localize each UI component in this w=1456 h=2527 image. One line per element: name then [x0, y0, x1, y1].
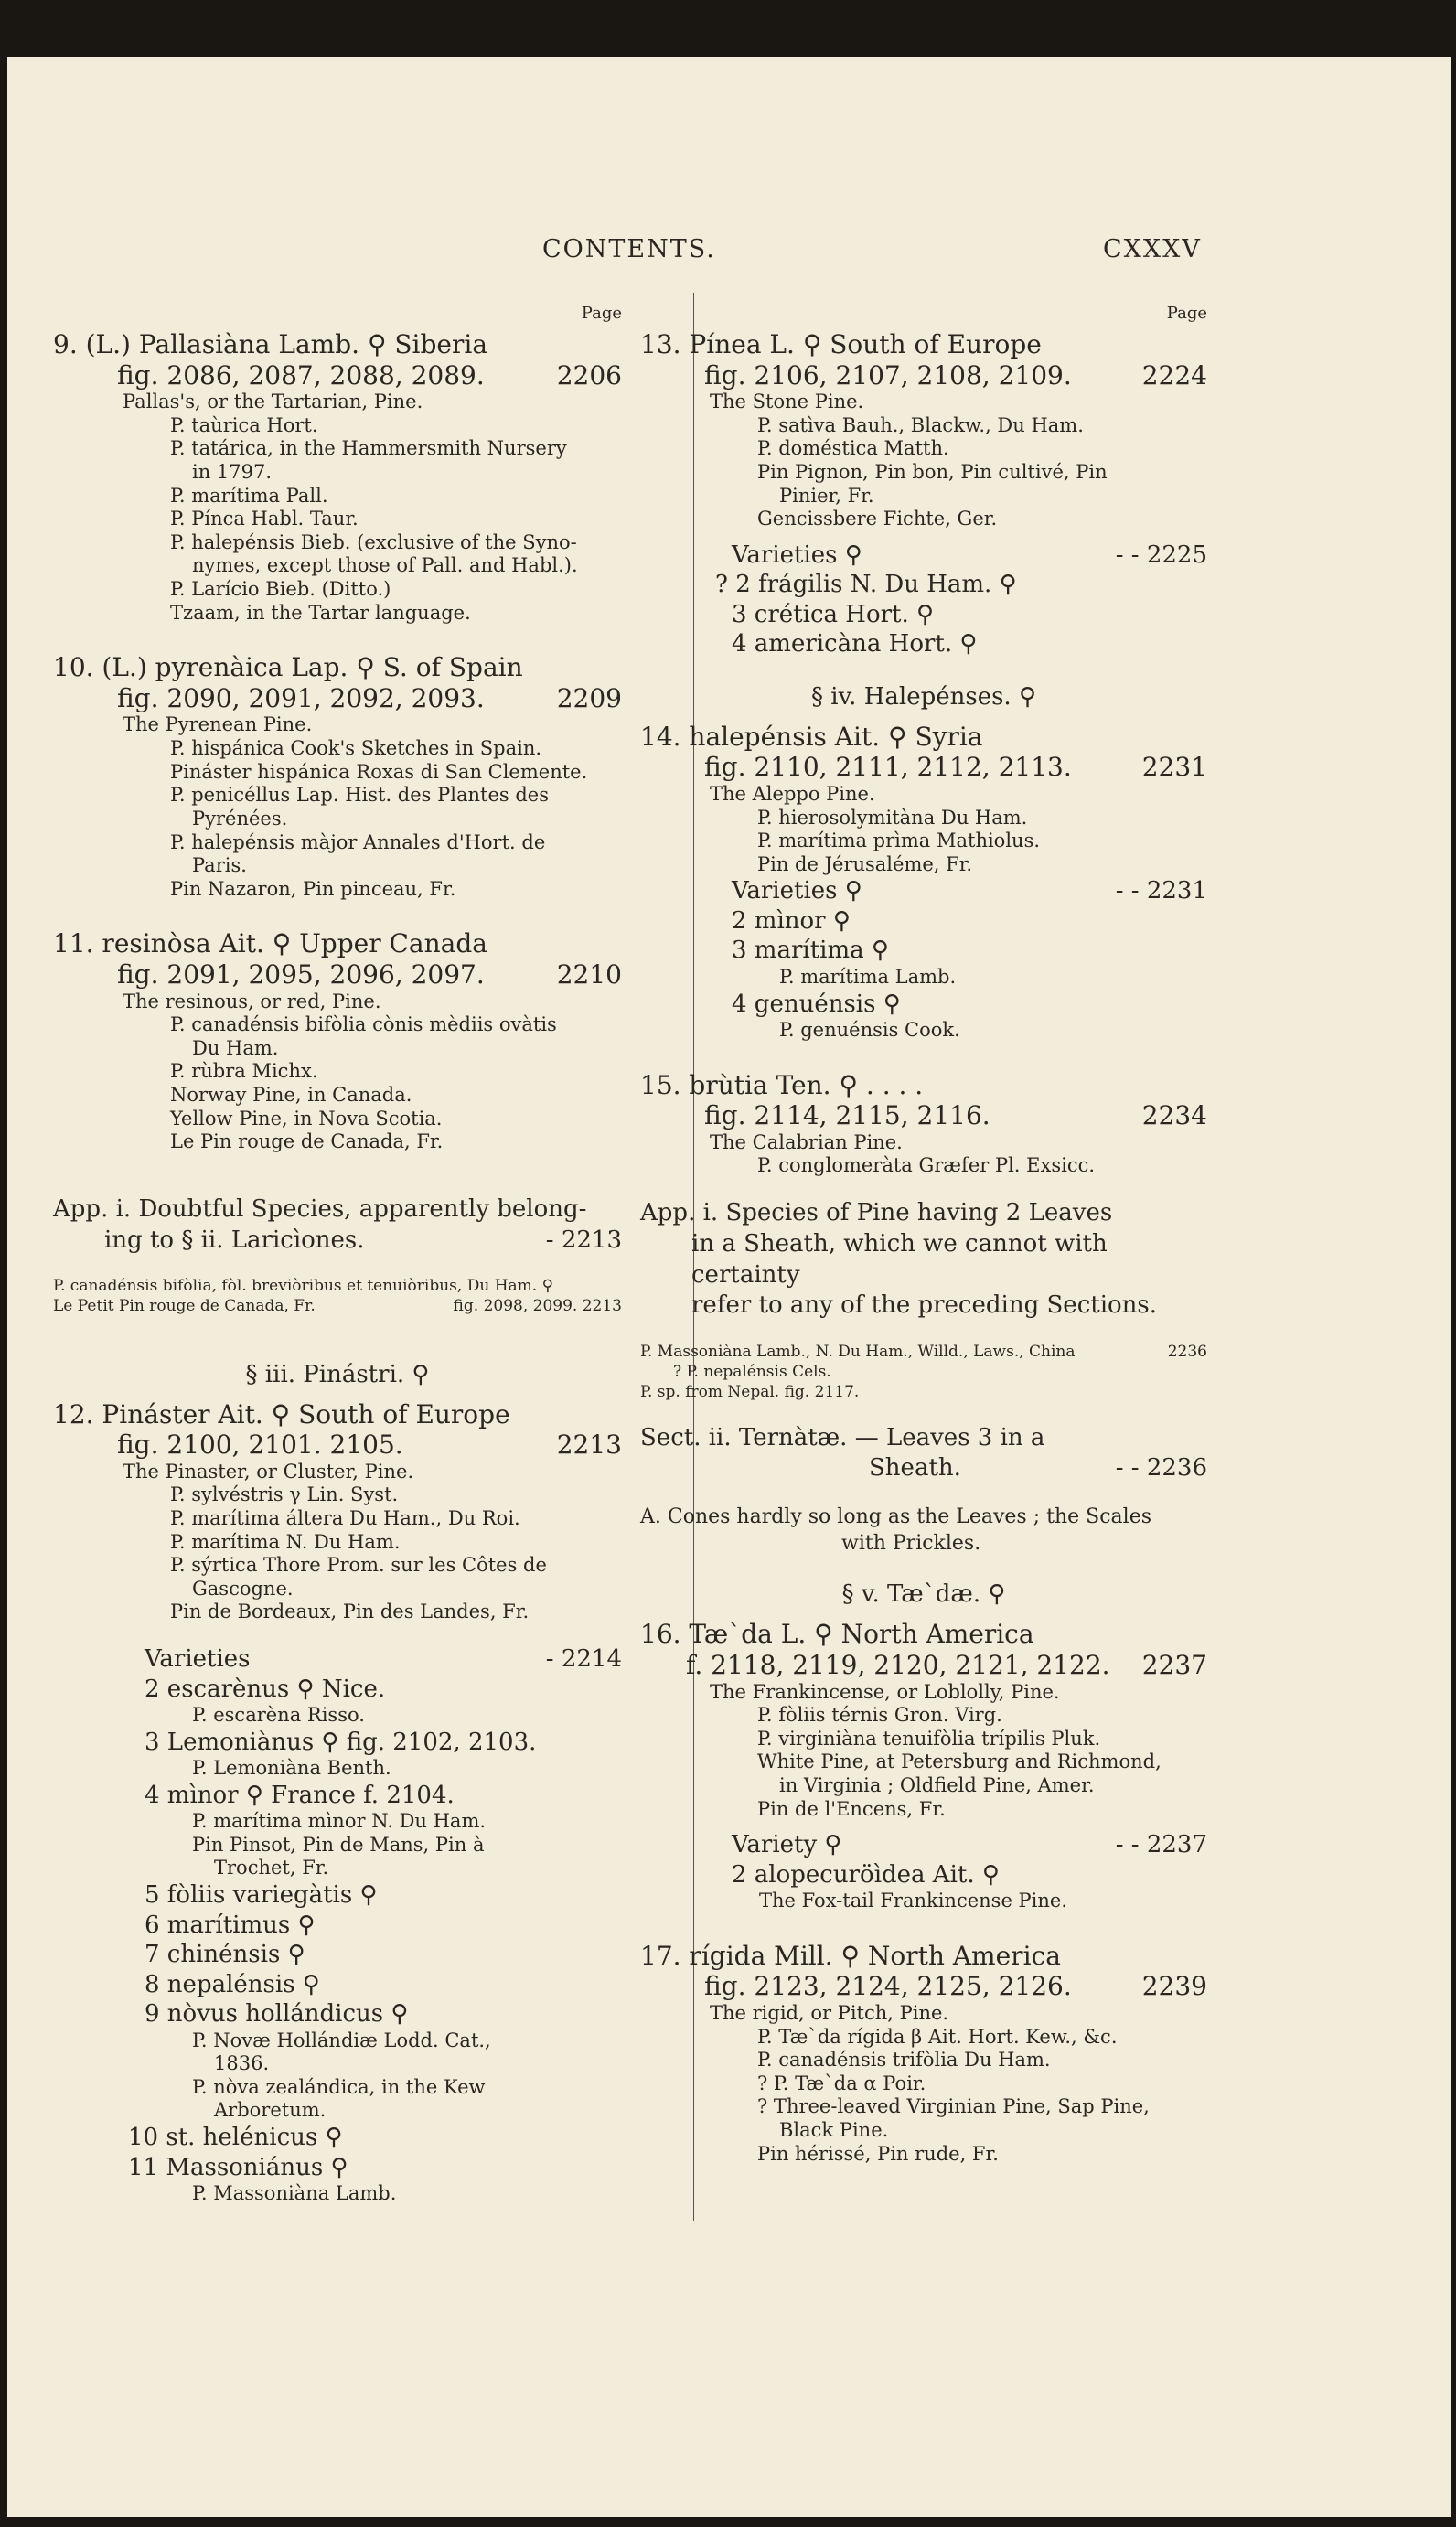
- appendix-doubtful: App. i. Doubtful Species, apparently belong- ing to § ii. Laricìones. - 2213: [53, 1194, 622, 1254]
- entry-12: 12. Pináster Ait. ⚲ South of Europe fig. 2100, 2101. 2105. 2213 The Pinaster, or Cluster, Pine. P. sylvéstris γ Lin. Syst. P. marítima áltera Du Ham., Du Roi. P. marítima N. Du Ham. P. sýrtica Thore Prom. sur les Côtes de Gascogne. Pin de Bordeaux, Pin des Landes, Fr.: [53, 1398, 622, 1623]
- entry-9: 9. (L.) Pallasiàna Lamb. ⚲ Siberia fig. 2086, 2087, 2088, 2089. 2206 Pallas's, or the Tartarian, Pine. P. taùrica Hort. P. tatárica, in the Hammersmith Nursery in 1797. P. marítima Pall. P. Pínca Habl. Taur. P. halepénsis Bieb. (exclusive of the Syno- nymes, except those of Pall. and Habl.). P. Larício Bieb. (Ditto.) Tzaam, in the Tartar language.: [53, 329, 622, 624]
- entry-10: 10. (L.) pyrenàica Lap. ⚲ S. of Spain fig. 2090, 2091, 2092, 2093. 2209 The Pyrenean Pine. P. hispánica Cook's Sketches in Spain. Pináster hispánica Roxas di San Clemente. P. penicéllus Lap. Hist. des Plantes des Pyrénées. P. halepénsis màjor Annales d'Hort. de Paris. Pin Nazaron, Pin pinceau, Fr.: [53, 652, 622, 900]
- varieties-12: Varieties - 2214: [145, 1645, 622, 1674]
- doubtful-note: P. canadénsis bifòlia, fòl. breviòribus et tenuiòribus, Du Ham. ⚲ Le Petit Pin rouge de Canada, Fr. fig. 2098, 2099. 2213: [53, 1277, 622, 1316]
- section-taedae: § v. Tæ`dæ. ⚲: [841, 1580, 1006, 1609]
- species-note: P. Massoniàna Lamb., N. Du Ham., Willd., Laws., China 2236 ? P. nepalénsis Cels. P. sp. from Nepal. fig. 2117.: [640, 1343, 1207, 1402]
- book-page: [7, 57, 1451, 2517]
- section-halepenses: § iv. Halepénses. ⚲: [810, 682, 1036, 711]
- entry-15: 15. brùtia Ten. ⚲ . . . . fig. 2114, 2115, 2116. 2234 The Calabrian Pine. P. conglomeràta Græfer Pl. Exsicc.: [640, 1069, 1207, 1177]
- header-title: CONTENTS.: [542, 235, 716, 263]
- page-label: Page: [581, 304, 622, 323]
- entry-17: 17. rígida Mill. ⚲ North America fig. 2123, 2124, 2125, 2126. 2239 The rigid, or Pitch, Pine. P. Tæ`da rígida β Ait. Hort. Kew., &c. P. canadénsis trifòlia Du Ham. ? P. Tæ`da α Poir. ? Three-leaved Virginian Pine, Sap Pine, Black Pine. Pin hérissé, Pin rude, Fr.: [640, 1940, 1207, 2165]
- subsection-a: A. Cones hardly so long as the Leaves ; the Scales with Prickles.: [640, 1505, 1152, 1555]
- entry-11: 11. resinòsa Ait. ⚲ Upper Canada fig. 2091, 2095, 2096, 2097. 2210 The resinous, or red, Pine. P. canadénsis bifòlia cònis mèdiis ovàtis Du Ham. P. rùbra Michx. Norway Pine, in Canada. Yellow Pine, in Nova Scotia. Le Pin rouge de Canada, Fr.: [53, 928, 622, 1153]
- right-column: Page 13. Pínea L. ⚲ South of Europe fig. 2106, 2107, 2108, 2109. 2224 The Stone Pine. P. satìva Bauh., Blackw., Du Ham. P. doméstica Matth. Pin Pignon, Pin bon, Pin cultivé, Pin Pinier, Fr. Gencissbere Fichte, Ger. Varieties ⚲ - - 2225 ? 2 frágilis N. Du Ham. ⚲ 3 crética Hort. ⚲ 4 americàna Hort. ⚲ § iv. Halepénses. ⚲ 14. halepénsis Ait. ⚲ Syria fig. 2110, 2111, 2112, 2113. 2231 The Aleppo Pine. P. hierosolymitàna Du Ham. P. marítima prìma Mathiolus. Pin de Jérusaléme, Fr. Varieties ⚲ - - 2231 2 mìnor ⚲ 3 marítima ⚲ P. marítima Lamb. 4 genuénsis ⚲ P. genuénsis Cook. 15. brùtia Ten. ⚲ . . . . fig. 2114, 2115, 2116. 2234 The Calabrian Pine. P. conglomeràta Græfer Pl. Exsicc. App. i. Species of Pine having 2 Leaves in a Sheath, which we cannot with certainty refer to any of the preceding Sections. P. Massoniàna Lamb., N. Du Ham., Willd., Laws., China 2236 ? P. nepalénsis Cels. P. sp. from Nepal. fig. 2117. Sect. ii. Ternàtæ. — Leaves 3 in a Sheath. - - 2236 A. Cones hardly so long as the Leaves ; the Scales with Prickles. § v. Tæ`dæ. ⚲ 16. Tæ`da L. ⚲ North America f. 2118, 2119, 2120, 2121, 2122. 2237 The Frankincense, or Loblolly, Pine. P. fòliis térnis Gron. Virg. P. virginiàna tenuifòlia trípilis Pluk. White Pine, at Petersburg and Richmond, in Virginia ; Oldfield Pine, Amer. Pin de l'Encens, Fr. Variety ⚲ - - 2237 2 alopecuröìdea Ait. ⚲ The Fox-tail Frankincense Pine. 17. rígida Mill. ⚲ North America fig. 2123, 2124, 2125, 2126. 2239 The rigid, or Pitch, Pine. P. Tæ`da rígida β Ait. Hort. Kew., &c. P. canadénsis trifòlia Du Ham. ? P. Tæ`da α Poir. ? Three-leaved Virginian Pine, Sap Pine, Black Pine. Pin hérissé, Pin rude, Fr.: [640, 304, 1207, 2165]
- header-page-number: CXXXV: [1103, 235, 1202, 263]
- entry-head: 9. (L.) Pallasiàna Lamb. ⚲ Siberia: [53, 329, 488, 359]
- section-pinastri: § iii. Pinástri. ⚲: [245, 1360, 430, 1388]
- section-ternatae: Sect. ii. Ternàtæ. — Leaves 3 in a Sheath. - - 2236: [640, 1423, 1207, 1483]
- entry-figs: fig. 2086, 2087, 2088, 2089. 2206: [117, 359, 622, 391]
- entry-16: 16. Tæ`da L. ⚲ North America f. 2118, 2119, 2120, 2121, 2122. 2237 The Frankincense, or Loblolly, Pine. P. fòliis térnis Gron. Virg. P. virginiàna tenuifòlia trípilis Pluk. White Pine, at Petersburg and Richmond, in Virginia ; Oldfield Pine, Amer. Pin de l'Encens, Fr.: [640, 1619, 1207, 1820]
- entry-13: 13. Pínea L. ⚲ South of Europe fig. 2106, 2107, 2108, 2109. 2224 The Stone Pine. P. satìva Bauh., Blackw., Du Ham. P. doméstica Matth. Pin Pignon, Pin bon, Pin cultivé, Pin Pinier, Fr. Gencissbere Fichte, Ger.: [640, 329, 1207, 530]
- entry-14: 14. halepénsis Ait. ⚲ Syria fig. 2110, 2111, 2112, 2113. 2231 The Aleppo Pine. P. hierosolymitàna Du Ham. P. marítima prìma Mathiolus. Pin de Jérusaléme, Fr.: [640, 721, 1207, 875]
- running-header: [7, 235, 1451, 281]
- left-column: Page 9. (L.) Pallasiàna Lamb. ⚲ Siberia fig. 2086, 2087, 2088, 2089. 2206 Pallas's, or the Tartarian, Pine. P. taùrica Hort. P. tatárica, in the Hammersmith Nursery in 1797. P. marítima Pall. P. Pínca Habl. Taur. P. halepénsis Bieb. (exclusive of the Syno- nymes, except those of Pall. and Habl.). P. Larício Bieb. (Ditto.) Tzaam, in the Tartar language. 10. (L.) pyrenàica Lap. ⚲ S. of Spain fig. 2090, 2091, 2092, 2093. 2209 The Pyrenean Pine. P. hispánica Cook's Sketches in Spain. Pináster hispánica Roxas di San Clemente. P. penicéllus Lap. Hist. des Plantes des Pyrénées. P. halepénsis màjor Annales d'Hort. de Paris. Pin Nazaron, Pin pinceau, Fr. 11. resinòsa Ait. ⚲ Upper Canada fig. 2091, 2095, 2096, 2097. 2210 The resinous, or red, Pine. P. canadénsis bifòlia cònis mèdiis ovàtis Du Ham. P. rùbra Michx. Norway Pine, in Canada. Yellow Pine, in Nova Scotia. Le Pin rouge de Canada, Fr. App. i. Doubtful Species, apparently belong- ing to § ii. Laricìones. - 2213 P. canadénsis bifòlia, fòl. breviòribus et tenuiòribus, Du Ham. ⚲ Le Petit Pin rouge de Canada, Fr. fig. 2098, 2099. 2213 § iii. Pinástri. ⚲ 12. Pináster Ait. ⚲ South of Europe fig. 2100, 2101. 2105. 2213 The Pinaster, or Cluster, Pine. P. sylvéstris γ Lin. Syst. P. marítima áltera Du Ham., Du Roi. P. marítima N. Du Ham. P. sýrtica Thore Prom. sur les Côtes de Gascogne. Pin de Bordeaux, Pin des Landes, Fr. Varieties - 2214 2 escarènus ⚲ Nice. P. escarèna Risso. 3 Lemoniànus ⚲ fig. 2102, 2103. P. Lemoniàna Benth. 4 mìnor ⚲ France f. 2104. P. marítima mìnor N. Du Ham. Pin Pinsot, Pin de Mans, Pin à Trochet, Fr. 5 fòliis variegàtis ⚲ 6 marítimus ⚲ 7 chinénsis ⚲ 8 nepalénsis ⚲ 9 nòvus hollándicus ⚲ P. Novæ Hollándiæ Lodd. Cat., 1836. P. nòva zealándica, in the Kew Arboretum. 10 st. helénicus ⚲ 11 Massoniánus ⚲ P. Massoniàna Lamb.: [53, 304, 622, 2205]
- appendix-species: App. i. Species of Pine having 2 Leaves in a Sheath, which we cannot with certainty refer to any of the preceding Sections.: [640, 1199, 1158, 1320]
